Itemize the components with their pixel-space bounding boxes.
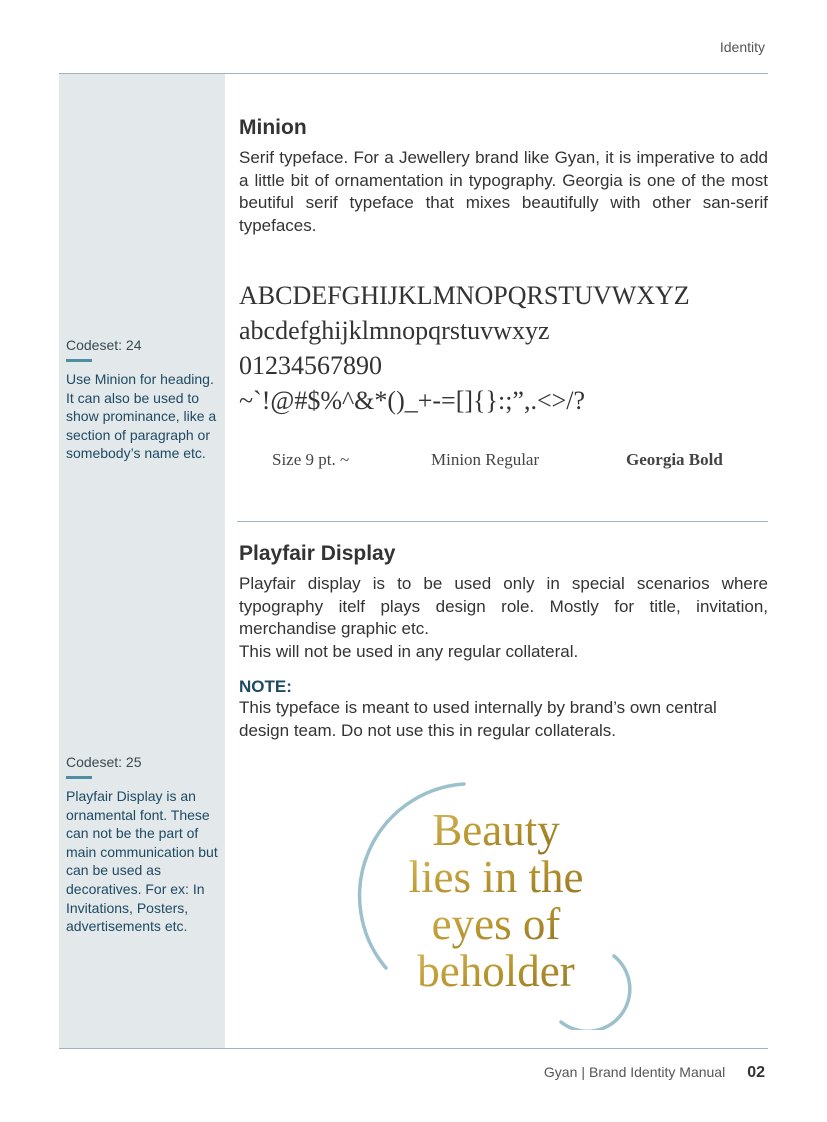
page-footer	[544, 1064, 765, 1082]
playfair-title: Playfair Display	[239, 542, 396, 565]
footer-manual-title: Brand Identity Manual	[589, 1064, 726, 1080]
regular-sample: Minion Regular	[431, 450, 540, 469]
glyphs-symbols: ~`!@#$%^&*()_+-=[]{}:;”,.<>/?	[239, 386, 586, 415]
artwork-line-1: Beauty	[432, 805, 560, 855]
minion-title: Minion	[239, 116, 307, 139]
size-sample: Size 9 pt. ~	[272, 450, 350, 469]
section-header: Identity	[719, 39, 765, 55]
codeset-24-note	[66, 337, 218, 463]
minion-section	[239, 116, 768, 237]
codeset-24-label: Codeset: 24	[66, 337, 142, 353]
glyphs-lowercase: abcdefghijklmnopqrstuvwxyz	[239, 316, 550, 345]
artwork-line-2: lies in the	[408, 852, 584, 902]
minion-glyph-specimen	[239, 278, 768, 418]
bold-sample: Georgia Bold	[626, 450, 723, 469]
codeset-24-description: Use Minion for heading. It can also be used to show prominance, like a section of paragraph or somebody’s name etc.	[66, 371, 217, 462]
glyphs-uppercase: ABCDEFGHIJKLMNOPQRSTUVWXYZ	[239, 281, 690, 310]
page-number: 02	[747, 1064, 765, 1081]
footer-brand: Gyan	[543, 1064, 578, 1080]
minion-description: Serif typeface. For a Jewellery brand like Gyan, it is imperative to add a little bit of ornamentation in typography. Georgia is one of the most beutiful serif typeface that mixes beautifully with other san-serif typefaces.	[239, 148, 768, 235]
footer-separator: |	[581, 1064, 585, 1080]
artwork-line-4: beholder	[417, 946, 575, 996]
note-title: NOTE:	[239, 677, 292, 697]
section-divider	[237, 521, 768, 522]
playfair-description: Playfair display is to be used only in special scenarios where typography itelf plays design role. Mostly for title, invitation, merchandise graphic etc.	[239, 574, 768, 639]
bottom-rule	[59, 1048, 768, 1049]
codeset-25-label: Codeset: 25	[66, 754, 142, 770]
glyphs-digits: 01234567890	[239, 351, 382, 380]
codeset-25-description: Playfair Display is an ornamental font. These can not be the part of main communication but can be used as decoratives. For ex: In Invitations, Posters, advertisements etc.	[66, 788, 218, 935]
codeset-25-note	[66, 754, 218, 936]
playfair-description-2: This will not be used in any regular collateral.	[239, 641, 579, 661]
codeset-24-accent-bar	[66, 359, 92, 362]
playfair-section	[239, 542, 768, 743]
codeset-25-accent-bar	[66, 776, 92, 779]
artwork-line-3: eyes of	[431, 899, 561, 949]
playfair-sample-artwork	[346, 778, 636, 1030]
note-text: This typeface is meant to used internally by brand’s own central design team. Do not use this in regular collaterals.	[239, 698, 717, 740]
